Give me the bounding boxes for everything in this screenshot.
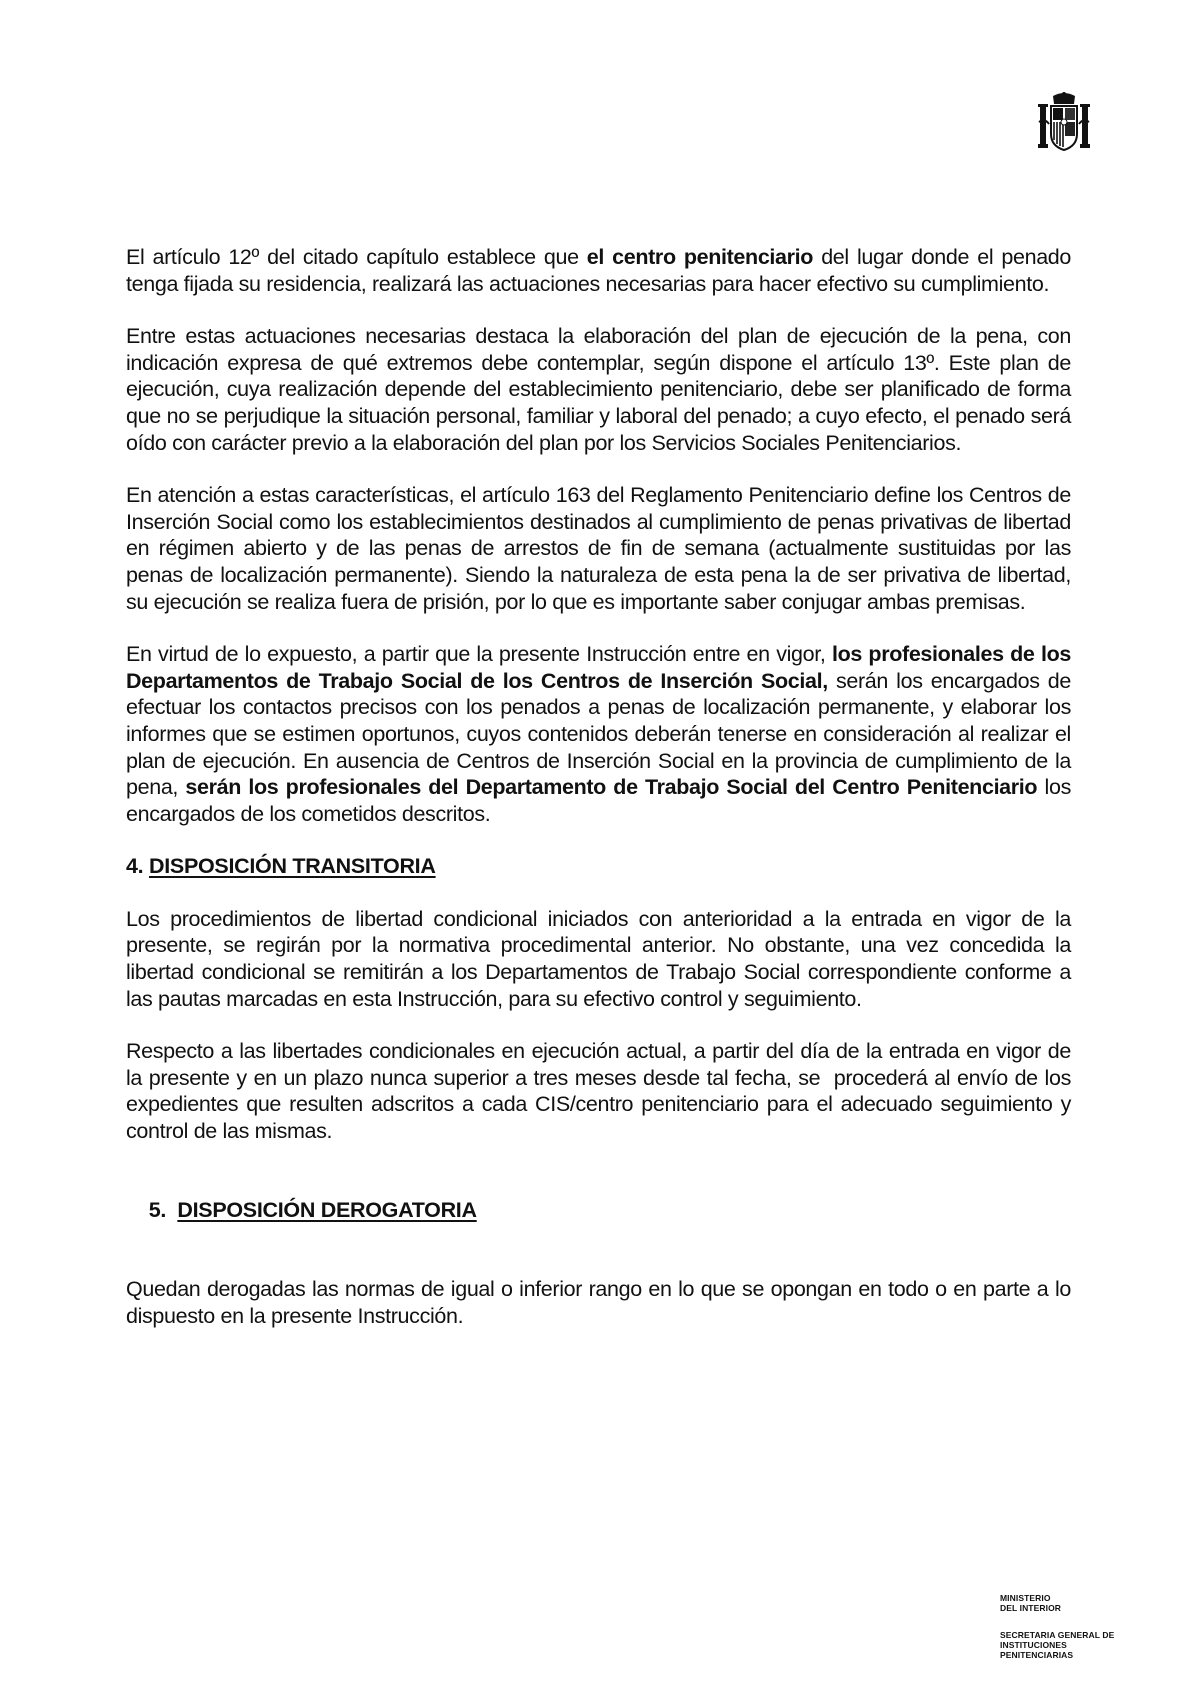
spanish-coat-of-arms-icon [1037, 92, 1091, 156]
section-heading-derogatoria: 5. DISPOSICIÓN DEROGATORIA [148, 1198, 477, 1223]
emphasis-text: el centro penitenciario [586, 245, 814, 269]
footer-institution [1000, 1593, 1180, 1677]
paragraph-article-12: El artículo 12º del citado capítulo establece que el centro penitenciario del lugar donde el penado tenga fijada su residencia, realizará las actuaciones necesarias para hacer efectivo su cumplimiento. [126, 245, 1072, 296]
paragraph-profesionales: En virtud de lo expuesto, a partir que la presente Instrucción entre en vigor, los profesionales de los Departamentos de Trabajo Social de los Centros de Inserción Social, serán los encargados de efectuar los contactos precisos con los penados a penas de localización permanente, y elaborar los informes que se estimen oportunos, cuyos contenidos deberán tenerse en consideración al realizar el plan de ejecución. En ausencia de Centros de Inserción Social en la provincia de cumplimiento de la pena, serán los profesionales del Departamento de Trabajo Social del Centro Penitenciario los encargados de los cometidos descritos. [126, 642, 1071, 826]
paragraph-derogatoria: Quedan derogadas las normas de igual o inferior rango en lo que se opongan en todo o en parte a lo dispuesto en la presente Instrucción. [126, 1277, 1071, 1328]
paragraph-article-163: En atención a estas características, el artículo 163 del Reglamento Penitenciario define los Centros de Inserción Social como los establecimientos destinados al cumplimiento de penas privativas de libertad en régimen abierto y de las penas de arrestos de fin de semana (actualmente sustituidas por las penas de localización permanente). Siendo la naturaleza de esta pena la de ser privativa de libertad, su ejecución se realiza fuera de prisión, por lo que es importante saber conjugar ambas premisas. [126, 483, 1071, 614]
document-body [126, 244, 1077, 1356]
secretariat-label: SECRETARIA GENERAL DE INSTITUCIONES PENITENCIARIAS [1000, 1630, 1115, 1660]
paragraph-plan-ejecucion: Entre estas actuaciones necesarias destaca la elaboración del plan de ejecución de la pena, con indicación expresa de qué extremos debe contemplar, según dispone el artículo 13º. Este plan de ejecución, cuya realización depende del establecimiento penitenciario, debe ser planificado de forma que no se perjudique la situación personal, familiar y laboral del penado; a cuyo efecto, el penado será oído con carácter previo a la elaboración del plan por los Servicios Sociales Penitenciarios. [126, 324, 1071, 455]
emphasis-text: serán los profesionales del Departamento de Trabajo Social del Centro Penitenciario [185, 775, 1038, 800]
section-heading-transitoria: 4. DISPOSICIÓN TRANSITORIA [126, 854, 436, 879]
ministry-label: MINISTERIO DEL INTERIOR [1000, 1593, 1062, 1613]
emphasis-text: los profesionales de los Departamentos de Trabajo Social de los Centros de Inserción Social, [126, 642, 1071, 693]
paragraph-transitoria-2: Respecto a las libertades condicionales en ejecución actual, a partir del día de la entrada en vigor de la presente y en un plazo nunca superior a tres meses desde tal fecha, se procederá al envío de los expedientes que resulten adscritos a cada CIS/centro penitenciario para el adecuado seguimiento y control de las mismas. [126, 1039, 1077, 1144]
paragraph-transitoria-1: Los procedimientos de libertad condicional iniciados con anterioridad a la entrada en vigor de la presente, se regirán por la normativa procedimental anterior. No obstante, una vez concedida la libertad condicional se remitirán a los Departamentos de Trabajo Social correspondiente conforme a las pautas marcadas en esta Instrucción, para su efectivo control y seguimiento. [126, 906, 1071, 1011]
